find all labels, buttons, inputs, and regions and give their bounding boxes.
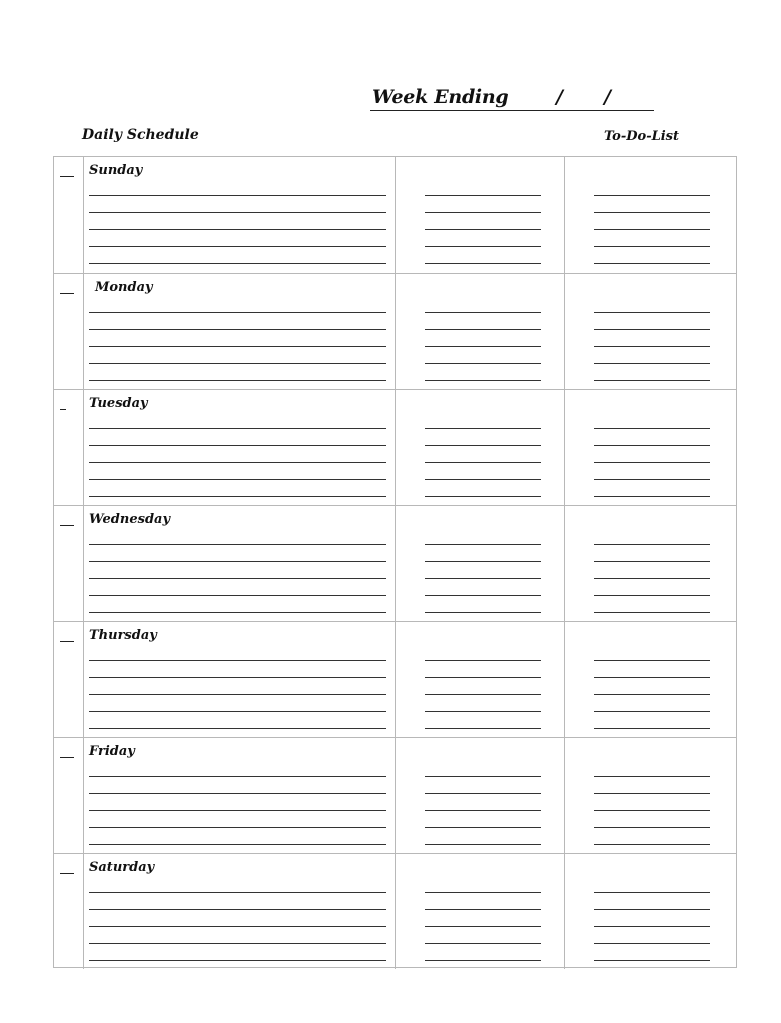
daily-schedule-heading: Daily Schedule [82, 127, 199, 143]
todo-line[interactable] [425, 212, 541, 213]
todo-line[interactable] [594, 810, 710, 811]
todo-line[interactable] [594, 544, 710, 545]
schedule-line[interactable] [89, 844, 386, 845]
todo-line[interactable] [425, 810, 541, 811]
todo-line[interactable] [425, 793, 541, 794]
day-checkbox-line[interactable] [60, 293, 74, 294]
todo-line[interactable] [594, 909, 710, 910]
todo-line[interactable] [425, 728, 541, 729]
column-divider [83, 854, 84, 969]
schedule-line[interactable] [89, 263, 386, 264]
column-divider [395, 738, 396, 853]
todo-line[interactable] [594, 844, 710, 845]
schedule-line[interactable] [89, 363, 386, 364]
todo-line[interactable] [594, 363, 710, 364]
schedule-line[interactable] [89, 711, 386, 712]
todo-line[interactable] [594, 578, 710, 579]
schedule-line[interactable] [89, 892, 386, 893]
column-divider [564, 506, 565, 621]
day-row-sunday [54, 157, 736, 273]
todo-line[interactable] [425, 544, 541, 545]
todo-line[interactable] [594, 263, 710, 264]
schedule-line[interactable] [89, 195, 386, 196]
day-name-wednesday: Wednesday [89, 512, 171, 527]
todo-line[interactable] [425, 776, 541, 777]
todo-line[interactable] [594, 677, 710, 678]
todo-line[interactable] [425, 428, 541, 429]
schedule-line[interactable] [89, 793, 386, 794]
column-divider [83, 274, 84, 389]
schedule-line[interactable] [89, 776, 386, 777]
todo-line[interactable] [425, 380, 541, 381]
schedule-line[interactable] [89, 246, 386, 247]
column-divider [395, 157, 396, 273]
day-checkbox-line[interactable] [60, 409, 66, 410]
schedule-line[interactable] [89, 578, 386, 579]
weekly-planner-grid [53, 156, 737, 968]
todo-line[interactable] [425, 263, 541, 264]
schedule-line[interactable] [89, 229, 386, 230]
schedule-line[interactable] [89, 694, 386, 695]
todo-line[interactable] [594, 246, 710, 247]
schedule-line[interactable] [89, 612, 386, 613]
column-divider [564, 738, 565, 853]
column-divider [564, 390, 565, 505]
todo-line[interactable] [425, 229, 541, 230]
schedule-line[interactable] [89, 561, 386, 562]
column-divider [395, 622, 396, 737]
schedule-line[interactable] [89, 926, 386, 927]
day-name-saturday: Saturday [89, 860, 155, 875]
day-name-thursday: Thursday [89, 628, 157, 643]
column-divider [83, 506, 84, 621]
todo-line[interactable] [594, 561, 710, 562]
day-row-wednesday [54, 505, 736, 621]
schedule-line[interactable] [89, 380, 386, 381]
todo-line[interactable] [425, 496, 541, 497]
day-row-saturday [54, 853, 736, 969]
date-separator-1: / [556, 86, 563, 108]
todo-line[interactable] [594, 926, 710, 927]
schedule-line[interactable] [89, 677, 386, 678]
schedule-line[interactable] [89, 544, 386, 545]
day-checkbox-line[interactable] [60, 641, 74, 642]
schedule-line[interactable] [89, 212, 386, 213]
day-row-monday [54, 273, 736, 389]
todo-line[interactable] [594, 312, 710, 313]
todo-line[interactable] [425, 827, 541, 828]
todo-line[interactable] [594, 445, 710, 446]
todo-line[interactable] [425, 346, 541, 347]
todo-line[interactable] [594, 346, 710, 347]
todo-line[interactable] [594, 892, 710, 893]
schedule-line[interactable] [89, 660, 386, 661]
day-row-friday [54, 737, 736, 853]
todo-line[interactable] [594, 329, 710, 330]
todo-line[interactable] [425, 943, 541, 944]
day-row-tuesday [54, 389, 736, 505]
schedule-line[interactable] [89, 346, 386, 347]
todo-line[interactable] [594, 479, 710, 480]
schedule-line[interactable] [89, 462, 386, 463]
schedule-line[interactable] [89, 479, 386, 480]
schedule-line[interactable] [89, 810, 386, 811]
todo-list-heading: To-Do-List [604, 129, 679, 144]
column-divider [83, 390, 84, 505]
todo-line[interactable] [425, 660, 541, 661]
schedule-line[interactable] [89, 312, 386, 313]
todo-line[interactable] [594, 496, 710, 497]
day-row-thursday [54, 621, 736, 737]
day-checkbox-line[interactable] [60, 873, 74, 874]
column-divider [564, 274, 565, 389]
todo-line[interactable] [594, 229, 710, 230]
todo-line[interactable] [594, 827, 710, 828]
todo-line[interactable] [594, 212, 710, 213]
schedule-line[interactable] [89, 445, 386, 446]
todo-line[interactable] [425, 363, 541, 364]
day-name-tuesday: Tuesday [89, 396, 148, 411]
todo-line[interactable] [594, 711, 710, 712]
schedule-line[interactable] [89, 496, 386, 497]
todo-line[interactable] [425, 612, 541, 613]
todo-line[interactable] [594, 195, 710, 196]
todo-line[interactable] [425, 195, 541, 196]
schedule-line[interactable] [89, 960, 386, 961]
todo-line[interactable] [594, 793, 710, 794]
todo-line[interactable] [594, 776, 710, 777]
schedule-line[interactable] [89, 909, 386, 910]
todo-line[interactable] [594, 660, 710, 661]
column-divider [83, 157, 84, 273]
todo-line[interactable] [425, 595, 541, 596]
day-checkbox-line[interactable] [60, 757, 74, 758]
column-divider [83, 622, 84, 737]
schedule-line[interactable] [89, 943, 386, 944]
todo-line[interactable] [425, 694, 541, 695]
todo-line[interactable] [594, 380, 710, 381]
day-checkbox-line[interactable] [60, 176, 74, 177]
column-divider [564, 622, 565, 737]
column-divider [395, 506, 396, 621]
day-name-sunday: Sunday [89, 163, 143, 178]
todo-line[interactable] [594, 960, 710, 961]
todo-line[interactable] [425, 246, 541, 247]
schedule-line[interactable] [89, 329, 386, 330]
todo-line[interactable] [425, 312, 541, 313]
todo-line[interactable] [425, 445, 541, 446]
column-divider [564, 854, 565, 969]
todo-line[interactable] [594, 612, 710, 613]
todo-line[interactable] [425, 892, 541, 893]
todo-line[interactable] [425, 578, 541, 579]
day-name-monday: Monday [95, 280, 153, 295]
todo-line[interactable] [425, 479, 541, 480]
todo-line[interactable] [425, 909, 541, 910]
todo-line[interactable] [425, 926, 541, 927]
todo-line[interactable] [425, 844, 541, 845]
todo-line[interactable] [425, 561, 541, 562]
column-divider [395, 854, 396, 969]
schedule-line[interactable] [89, 827, 386, 828]
day-name-friday: Friday [89, 744, 135, 759]
schedule-line[interactable] [89, 728, 386, 729]
schedule-line[interactable] [89, 595, 386, 596]
todo-line[interactable] [594, 462, 710, 463]
day-checkbox-line[interactable] [60, 525, 74, 526]
todo-line[interactable] [594, 943, 710, 944]
date-separator-2: / [604, 86, 611, 108]
todo-line[interactable] [594, 694, 710, 695]
todo-line[interactable] [425, 329, 541, 330]
week-ending-label: Week Ending [372, 86, 509, 108]
todo-line[interactable] [594, 728, 710, 729]
todo-line[interactable] [425, 677, 541, 678]
todo-line[interactable] [594, 428, 710, 429]
column-divider [83, 738, 84, 853]
week-ending-field[interactable] [370, 86, 654, 111]
column-divider [395, 390, 396, 505]
todo-line[interactable] [425, 462, 541, 463]
todo-line[interactable] [594, 595, 710, 596]
todo-line[interactable] [425, 960, 541, 961]
todo-line[interactable] [425, 711, 541, 712]
schedule-line[interactable] [89, 428, 386, 429]
column-divider [395, 274, 396, 389]
column-divider [564, 157, 565, 273]
